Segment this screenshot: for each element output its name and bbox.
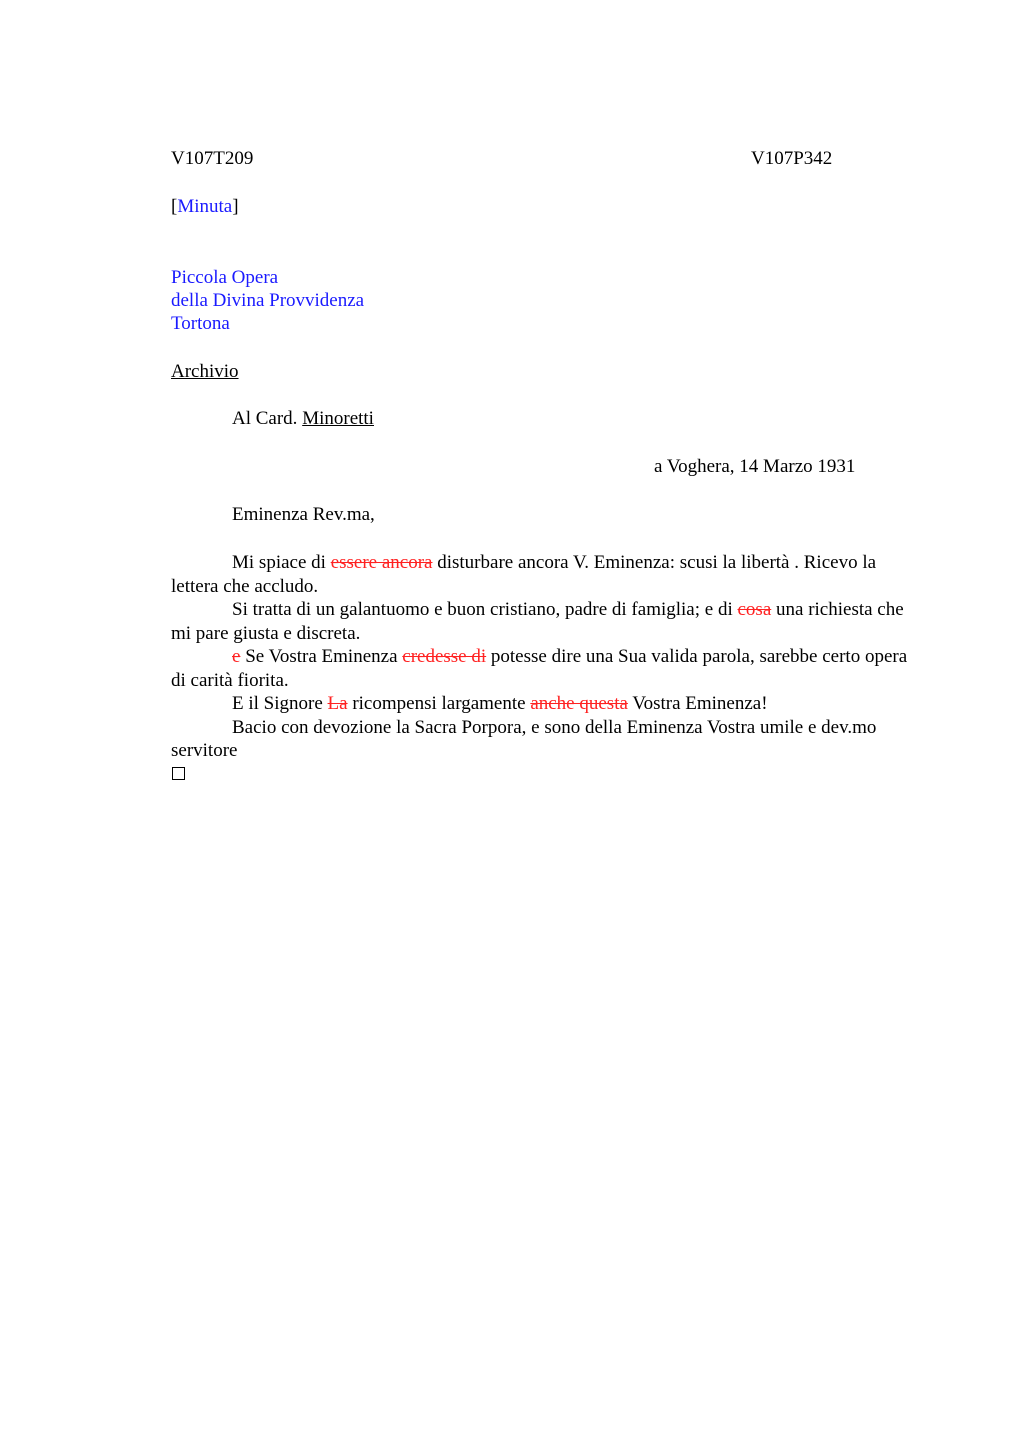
institution-line-3[interactable]: Tortona <box>171 313 230 334</box>
paragraph-4 <box>171 692 919 716</box>
document-code-right: V107P342 <box>751 148 833 169</box>
paragraph-1 <box>171 551 919 598</box>
salutation: Eminenza Rev.ma, <box>232 504 375 525</box>
recipient-prefix: Al Card. <box>232 408 298 429</box>
institution-line-2[interactable]: della Divina Provvidenza <box>171 290 365 311</box>
text-run: E il Signore <box>232 693 328 714</box>
date-line: a Voghera, 14 Marzo 1931 <box>654 456 856 477</box>
text-run: una richiesta che mi pare giusta e discreta. <box>171 599 904 644</box>
text-run: Se Vostra Eminenza <box>240 646 403 667</box>
letter-body <box>171 551 919 763</box>
text-run: ricompensi largamente <box>347 693 531 714</box>
recipient-name: Minoretti <box>302 408 374 429</box>
institution-line-1[interactable]: Piccola Opera <box>171 267 279 288</box>
bracket-close: ] <box>232 196 239 217</box>
deleted-text: La <box>327 693 348 714</box>
deleted-text: essere ancora <box>330 552 433 573</box>
text-run: potesse dire una Sua valida parola, sarebbe certo opera di carità fiorita. <box>171 646 908 691</box>
deleted-text: e <box>232 646 241 667</box>
paragraph-5 <box>171 716 919 763</box>
document-type-link[interactable]: Minuta <box>177 196 233 217</box>
text-run: Si tratta di un galantuomo e buon cristiano, padre di famiglia; e di <box>232 599 738 620</box>
text-run: Bacio con devozione la Sacra Porpora, e sono della Eminenza Vostra umile e dev.mo servitore <box>171 716 877 761</box>
archive-label: Archivio <box>171 361 239 382</box>
paragraph-3 <box>171 645 919 692</box>
empty-checkbox-icon <box>172 767 185 780</box>
text-run: Vostra Eminenza! <box>627 693 768 714</box>
document-type-label <box>171 195 239 218</box>
bracket-open: [ <box>171 196 178 217</box>
paragraph-2 <box>171 598 919 645</box>
text-run: disturbare ancora V. Eminenza: scusi la libertà . Ricevo la lettera che accludo. <box>171 552 877 597</box>
deleted-text: credesse di <box>402 646 487 667</box>
document-code-left: V107T209 <box>171 148 254 169</box>
deleted-text: anche questa <box>530 693 628 714</box>
recipient-line <box>232 407 374 430</box>
text-run: Mi spiace di <box>232 552 331 573</box>
deleted-text: cosa <box>737 599 772 620</box>
